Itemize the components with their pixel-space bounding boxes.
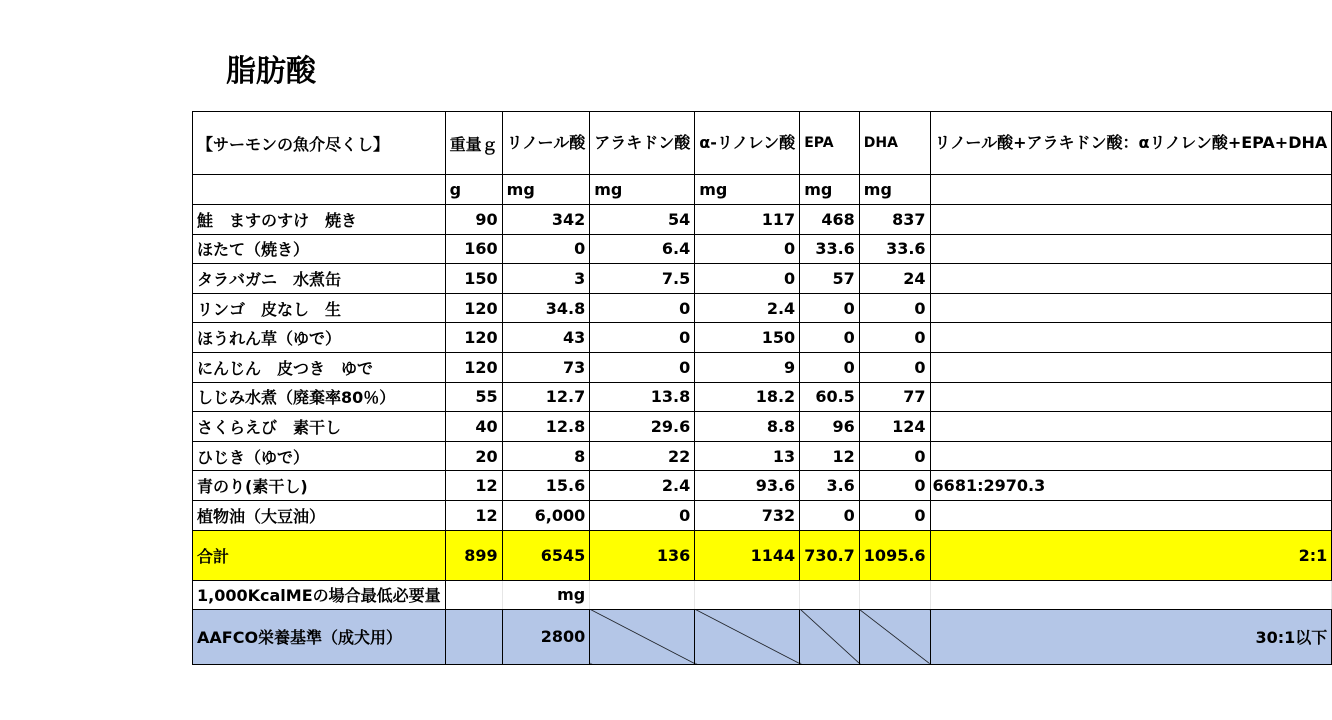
value-cell: 150 bbox=[695, 323, 800, 353]
value-cell: 34.8 bbox=[502, 293, 590, 323]
diagonal-cell bbox=[800, 609, 860, 664]
food-name: 鮭 ますのすけ 焼き bbox=[193, 205, 446, 235]
ratio-cell bbox=[930, 352, 1332, 382]
value-cell: 43 bbox=[502, 323, 590, 353]
value-cell: 342 bbox=[502, 205, 590, 235]
value-cell: 0 bbox=[859, 293, 930, 323]
value-cell: 40 bbox=[445, 412, 502, 442]
requirement-unit: mg bbox=[502, 580, 590, 609]
ratio-cell bbox=[930, 323, 1332, 353]
value-cell: 12 bbox=[445, 471, 502, 501]
ratio-cell bbox=[930, 264, 1332, 294]
table-row bbox=[193, 205, 1332, 235]
value-cell: 6.4 bbox=[590, 234, 695, 264]
diagonal-cell bbox=[590, 609, 695, 664]
value-cell: 0 bbox=[590, 323, 695, 353]
value-cell: 12 bbox=[445, 500, 502, 530]
total-ratio: 2:1 bbox=[930, 530, 1332, 580]
empty-cell bbox=[800, 580, 860, 609]
value-cell: 837 bbox=[859, 205, 930, 235]
value-cell: 33.6 bbox=[859, 234, 930, 264]
header-row bbox=[193, 112, 1332, 175]
value-cell: 150 bbox=[445, 264, 502, 294]
value-cell: 73 bbox=[502, 352, 590, 382]
ratio-cell bbox=[930, 382, 1332, 412]
header-name: 【サーモンの魚介尽くし】 bbox=[193, 112, 446, 175]
value-cell: 12 bbox=[800, 441, 860, 471]
header-alpha-linolenic: α-リノレン酸 bbox=[695, 112, 800, 175]
value-cell: 0 bbox=[859, 441, 930, 471]
header-arachidonic: アラキドン酸 bbox=[590, 112, 695, 175]
value-cell: 24 bbox=[859, 264, 930, 294]
empty-cell bbox=[445, 580, 502, 609]
unit-cell: g bbox=[445, 175, 502, 205]
ratio-cell bbox=[930, 441, 1332, 471]
unit-cell: mg bbox=[695, 175, 800, 205]
ratio-cell bbox=[930, 293, 1332, 323]
empty-cell bbox=[859, 580, 930, 609]
header-epa: EPA bbox=[800, 112, 860, 175]
aafco-linoleic: 2800 bbox=[502, 609, 590, 664]
total-cell: 6545 bbox=[502, 530, 590, 580]
ratio-cell bbox=[930, 234, 1332, 264]
table-row bbox=[193, 352, 1332, 382]
value-cell: 0 bbox=[800, 323, 860, 353]
value-cell: 96 bbox=[800, 412, 860, 442]
total-cell: 899 bbox=[445, 530, 502, 580]
value-cell: 12.7 bbox=[502, 382, 590, 412]
unit-cell bbox=[193, 175, 446, 205]
ratio-cell bbox=[930, 500, 1332, 530]
value-cell: 3.6 bbox=[800, 471, 860, 501]
total-cell: 1144 bbox=[695, 530, 800, 580]
value-cell: 0 bbox=[590, 293, 695, 323]
value-cell: 468 bbox=[800, 205, 860, 235]
value-cell: 54 bbox=[590, 205, 695, 235]
value-cell: 117 bbox=[695, 205, 800, 235]
food-name: リンゴ 皮なし 生 bbox=[193, 293, 446, 323]
table-row bbox=[193, 293, 1332, 323]
food-name: 青のり(素干し) bbox=[193, 471, 446, 501]
value-cell: 0 bbox=[800, 293, 860, 323]
value-cell: 9 bbox=[695, 352, 800, 382]
value-cell: 29.6 bbox=[590, 412, 695, 442]
value-cell: 124 bbox=[859, 412, 930, 442]
food-name: タラバガニ 水煮缶 bbox=[193, 264, 446, 294]
table-row bbox=[193, 382, 1332, 412]
value-cell: 6,000 bbox=[502, 500, 590, 530]
value-cell: 2.4 bbox=[590, 471, 695, 501]
requirement-label: 1,000KcalMEの場合最低必要量 bbox=[193, 580, 446, 609]
value-cell: 160 bbox=[445, 234, 502, 264]
value-cell: 60.5 bbox=[800, 382, 860, 412]
total-cell: 730.7 bbox=[800, 530, 860, 580]
value-cell: 12.8 bbox=[502, 412, 590, 442]
food-name: ほたて（焼き） bbox=[193, 234, 446, 264]
unit-cell bbox=[930, 175, 1332, 205]
ratio-cell bbox=[930, 205, 1332, 235]
value-cell: 0 bbox=[859, 471, 930, 501]
value-cell: 13.8 bbox=[590, 382, 695, 412]
header-dha: DHA bbox=[859, 112, 930, 175]
header-linoleic: リノール酸 bbox=[502, 112, 590, 175]
page-title: 脂肪酸 bbox=[226, 54, 316, 89]
value-cell: 0 bbox=[800, 352, 860, 382]
unit-cell: mg bbox=[800, 175, 860, 205]
table-row bbox=[193, 412, 1332, 442]
unit-cell: mg bbox=[502, 175, 590, 205]
aafco-label: AAFCO栄養基準（成犬用） bbox=[193, 609, 446, 664]
value-cell: 18.2 bbox=[695, 382, 800, 412]
total-cell: 136 bbox=[590, 530, 695, 580]
requirement-row bbox=[193, 580, 1332, 609]
total-label: 合計 bbox=[193, 530, 446, 580]
total-row bbox=[193, 530, 1332, 580]
units-row bbox=[193, 175, 1332, 205]
empty-cell bbox=[590, 580, 695, 609]
ratio-cell: 6681:2970.3 bbox=[930, 471, 1332, 501]
fatty-acid-table bbox=[192, 111, 1332, 665]
empty-cell bbox=[695, 580, 800, 609]
value-cell: 0 bbox=[859, 500, 930, 530]
value-cell: 0 bbox=[502, 234, 590, 264]
value-cell: 20 bbox=[445, 441, 502, 471]
value-cell: 0 bbox=[800, 500, 860, 530]
value-cell: 77 bbox=[859, 382, 930, 412]
header-ratio: リノール酸+アラキドン酸：αリノレン酸+EPA+DHA bbox=[930, 112, 1332, 175]
value-cell: 57 bbox=[800, 264, 860, 294]
value-cell: 0 bbox=[859, 352, 930, 382]
value-cell: 13 bbox=[695, 441, 800, 471]
table-row bbox=[193, 234, 1332, 264]
empty-cell bbox=[445, 609, 502, 664]
value-cell: 22 bbox=[590, 441, 695, 471]
table-row bbox=[193, 471, 1332, 501]
value-cell: 0 bbox=[859, 323, 930, 353]
value-cell: 8 bbox=[502, 441, 590, 471]
diagonal-cell bbox=[695, 609, 800, 664]
ratio-cell bbox=[930, 412, 1332, 442]
value-cell: 120 bbox=[445, 293, 502, 323]
unit-cell: mg bbox=[590, 175, 695, 205]
food-name: ほうれん草（ゆで） bbox=[193, 323, 446, 353]
value-cell: 33.6 bbox=[800, 234, 860, 264]
food-name: 植物油（大豆油） bbox=[193, 500, 446, 530]
value-cell: 3 bbox=[502, 264, 590, 294]
value-cell: 90 bbox=[445, 205, 502, 235]
unit-cell: mg bbox=[859, 175, 930, 205]
value-cell: 0 bbox=[590, 500, 695, 530]
aafco-row bbox=[193, 609, 1332, 664]
value-cell: 8.8 bbox=[695, 412, 800, 442]
diagonal-cell bbox=[859, 609, 930, 664]
value-cell: 120 bbox=[445, 323, 502, 353]
header-weight: 重量ｇ bbox=[445, 112, 502, 175]
table-row bbox=[193, 500, 1332, 530]
food-name: にんじん 皮つき ゆで bbox=[193, 352, 446, 382]
value-cell: 120 bbox=[445, 352, 502, 382]
value-cell: 93.6 bbox=[695, 471, 800, 501]
value-cell: 732 bbox=[695, 500, 800, 530]
total-cell: 1095.6 bbox=[859, 530, 930, 580]
table-row bbox=[193, 264, 1332, 294]
value-cell: 15.6 bbox=[502, 471, 590, 501]
food-name: さくらえび 素干し bbox=[193, 412, 446, 442]
table-row bbox=[193, 441, 1332, 471]
value-cell: 0 bbox=[590, 352, 695, 382]
value-cell: 55 bbox=[445, 382, 502, 412]
value-cell: 2.4 bbox=[695, 293, 800, 323]
food-name: ひじき（ゆで） bbox=[193, 441, 446, 471]
aafco-ratio: 30:1以下 bbox=[930, 609, 1332, 664]
table-row bbox=[193, 323, 1332, 353]
value-cell: 7.5 bbox=[590, 264, 695, 294]
value-cell: 0 bbox=[695, 264, 800, 294]
food-name: しじみ水煮（廃棄率80％） bbox=[193, 382, 446, 412]
empty-cell bbox=[930, 580, 1332, 609]
value-cell: 0 bbox=[695, 234, 800, 264]
